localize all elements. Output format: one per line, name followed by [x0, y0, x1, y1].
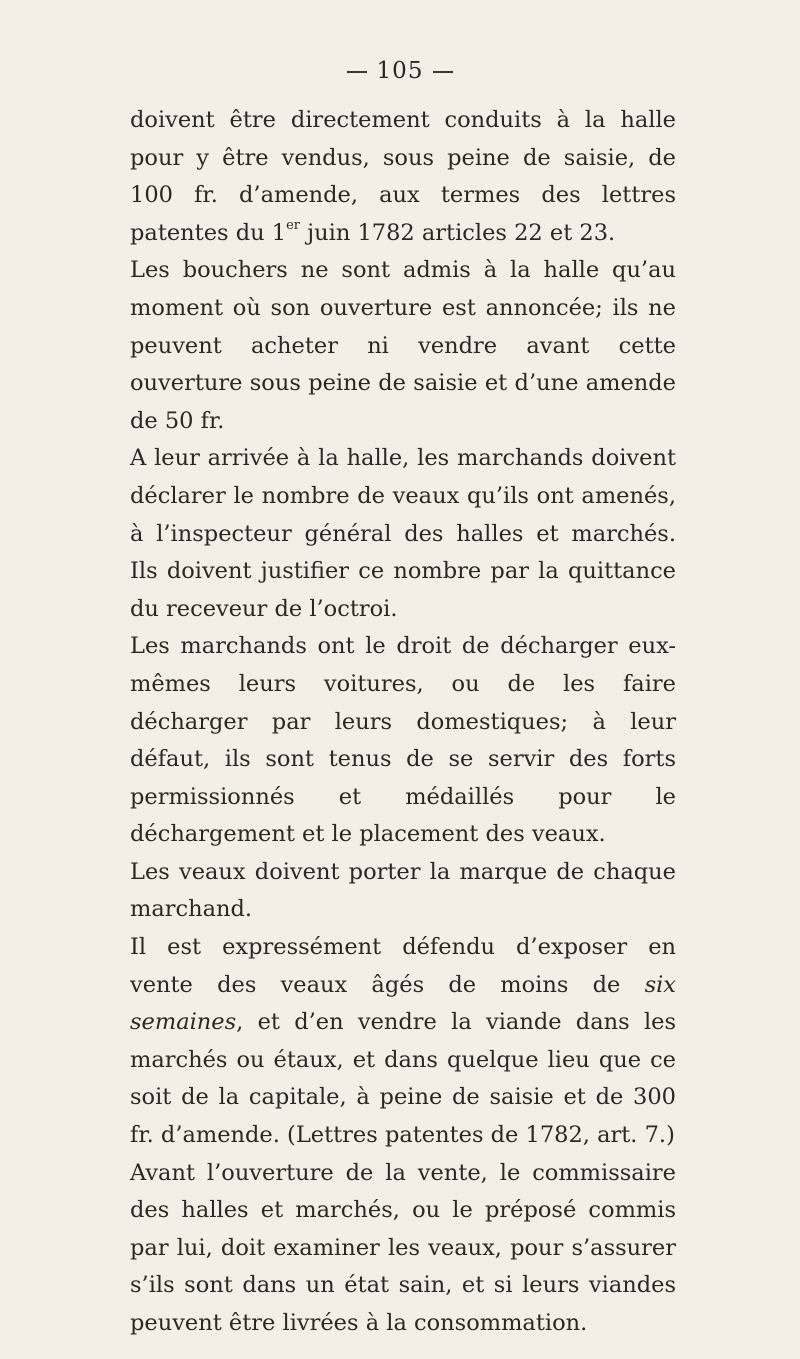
italic-phrase: six semaines	[130, 971, 676, 1036]
body-text	[130, 102, 676, 1343]
paragraph-7: Avant l’ouverture de la vente, le commissaire des halles et marchés, ou le préposé commis par lui, doit examiner les veaux, pour s’assurer s’ils sont dans un état sain, et si leurs viandes peuvent être livrées à la consommation.	[130, 1159, 676, 1336]
paragraph-4: Les marchands ont le droit de décharger eux-mêmes leurs voitures, ou de les faire décharger par leurs domestiques; à leur défaut, ils sont tenus de se servir des forts permissionnés et médaillés pour le déchargement et le placement des veaux.	[130, 633, 676, 848]
paragraph-2: Les bouchers ne sont admis à la halle qu’au moment où son ouverture est annoncée; ils ne peuvent acheter ni vendre avant cette ouverture sous peine de saisie et d’une amende de 50 fr.	[130, 257, 676, 434]
paragraph-3: A leur arrivée à la halle, les marchands doivent déclarer le nombre de veaux qu’ils ont amenés, à l’inspecteur général des halles et marchés. Ils doivent justifier ce nombre par la quittance du receveur de l’octroi.	[130, 445, 676, 622]
left-dash	[347, 71, 367, 73]
right-dash	[433, 71, 453, 73]
superscript-er: er	[286, 218, 301, 234]
paragraph-6: Il est expressément défendu d’exposer en vente des veaux âgés de moins de six semaines, et d’en vendre la viande dans les marchés ou étaux, et dans quelque lieu que ce soit de la capitale, à peine de saisie et de 300 fr. d’amende. (Lettres patentes de 1782, art. 7.)	[130, 934, 676, 1149]
page-number	[0, 58, 800, 84]
paragraph-1: doivent être directement conduits à la halle pour y être vendus, sous peine de saisie, de 100 fr. d’amende, aux termes des lettres patentes du 1er juin 1782 articles 22 et 23.	[130, 107, 676, 246]
page-number-value: 105	[376, 58, 424, 84]
paragraph-5: Les veaux doivent porter la marque de chaque marchand.	[130, 858, 676, 923]
